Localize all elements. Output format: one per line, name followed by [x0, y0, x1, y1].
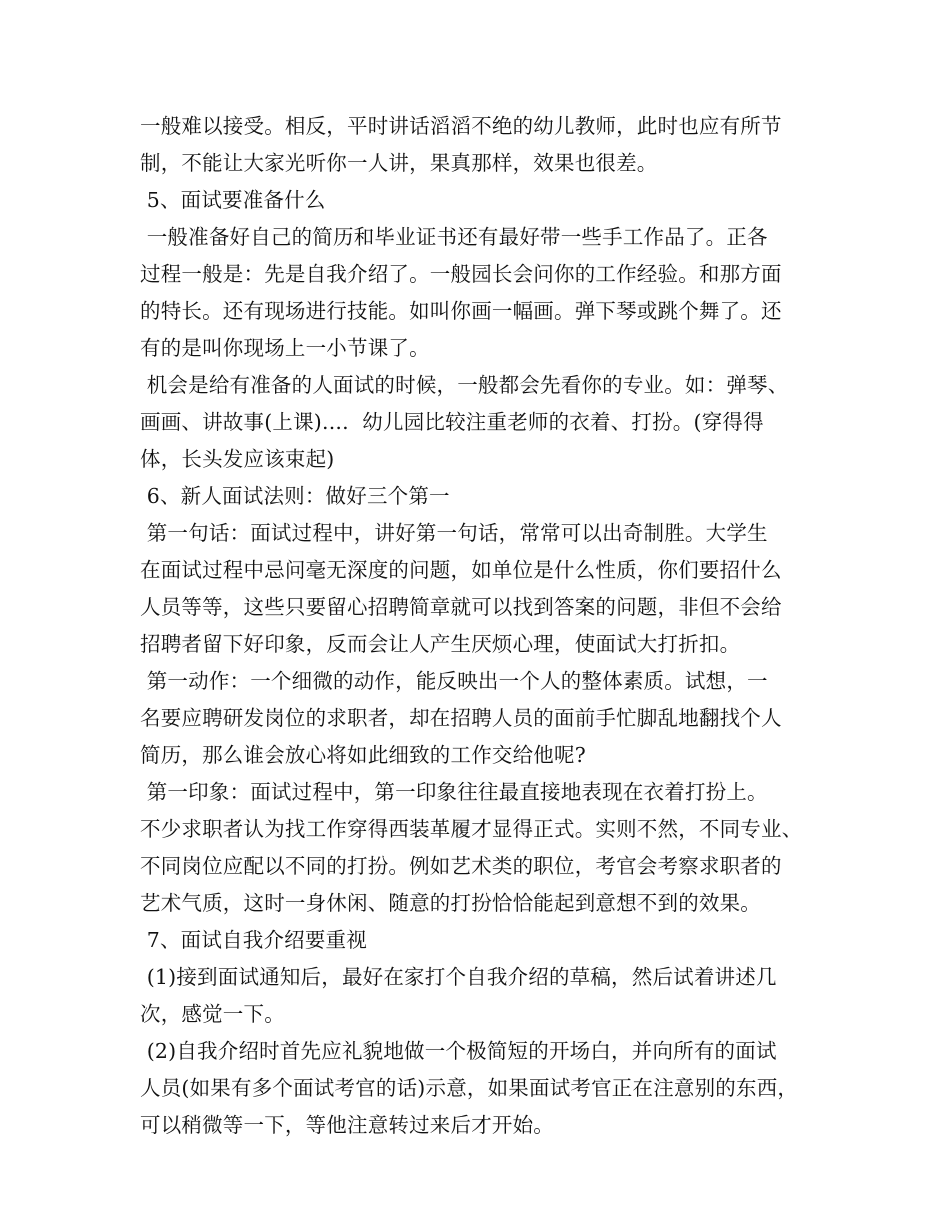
text-line: 招聘者留下好印象，反而会让人产生厌烦心理，使面试大打折扣。 — [140, 632, 741, 656]
text-line: 一般难以接受。相反，平时讲话滔滔不绝的幼儿教师，此时也应有所节 — [140, 114, 782, 138]
text-line: 次，感觉一下。 — [140, 1002, 285, 1026]
section-heading: 7、面试自我介绍要重视 — [140, 928, 367, 952]
text-line: 人员等等，这些只要留心招聘简章就可以找到答案的问题，非但不会给 — [140, 595, 782, 619]
text-line: 有的是叫你现场上一小节课了。 — [140, 336, 430, 360]
text-line: 制，不能让大家光听你一人讲，果真那样，效果也很差。 — [140, 151, 658, 175]
text-line: 不少求职者认为找工作穿得西装革履才显得正式。实则不然，不同专业、 — [140, 817, 803, 841]
text-line: (2)自我介绍时首先应礼貌地做一个极简短的开场白，并向所有的面试 — [140, 1039, 777, 1063]
section-heading: 6、新人面试法则：做好三个第一 — [140, 484, 450, 508]
text-line: 画画、讲故事(上课).... 幼儿园比较注重老师的衣着、打扮。(穿得得 — [140, 410, 764, 434]
text-line: 第一句话：面试过程中，讲好第一句话，常常可以出奇制胜。大学生 — [140, 521, 768, 545]
text-line: 名要应聘研发岗位的求职者，却在招聘人员的面前手忙脚乱地翻找个人 — [140, 706, 782, 730]
text-line: 机会是给有准备的人面试的时候，一般都会先看你的专业。如：弹琴、 — [140, 373, 789, 397]
text-line: 过程一般是：先是自我介绍了。一般园长会问你的工作经验。和那方面 — [140, 262, 782, 286]
text-line: 人员(如果有多个面试考官的话)示意，如果面试考官正在注意别的东西， — [140, 1076, 799, 1100]
text-line: 一般准备好自己的简历和毕业证书还有最好带一些手工作品了。正各 — [140, 225, 768, 249]
text-line: (1)接到面试通知后，最好在家打个自我介绍的草稿，然后试着讲述几 — [140, 965, 777, 989]
text-line: 不同岗位应配以不同的打扮。例如艺术类的职位，考官会考察求职者的 — [140, 854, 782, 878]
text-line: 的特长。还有现场进行技能。如叫你画一幅画。弹下琴或跳个舞了。还 — [140, 299, 782, 323]
text-line: 第一印象：面试过程中，第一印象往往最直接地表现在衣着打扮上。 — [140, 780, 768, 804]
text-line: 体，长头发应该束起) — [140, 447, 335, 471]
section-heading: 5、面试要准备什么 — [140, 188, 326, 212]
text-line: 在面试过程中忌问毫无深度的问题，如单位是什么性质，你们要招什么 — [140, 558, 782, 582]
text-line: 可以稍微等一下，等他注意转过来后才开始。 — [140, 1113, 554, 1137]
document-body — [140, 108, 820, 1144]
text-line: 艺术气质，这时一身休闲、随意的打扮恰恰能起到意想不到的效果。 — [140, 891, 761, 915]
text-line: 第一动作：一个细微的动作，能反映出一个人的整体素质。试想，一 — [140, 669, 768, 693]
text-line: 简历，那么谁会放心将如此细致的工作交给他呢? — [140, 743, 586, 767]
